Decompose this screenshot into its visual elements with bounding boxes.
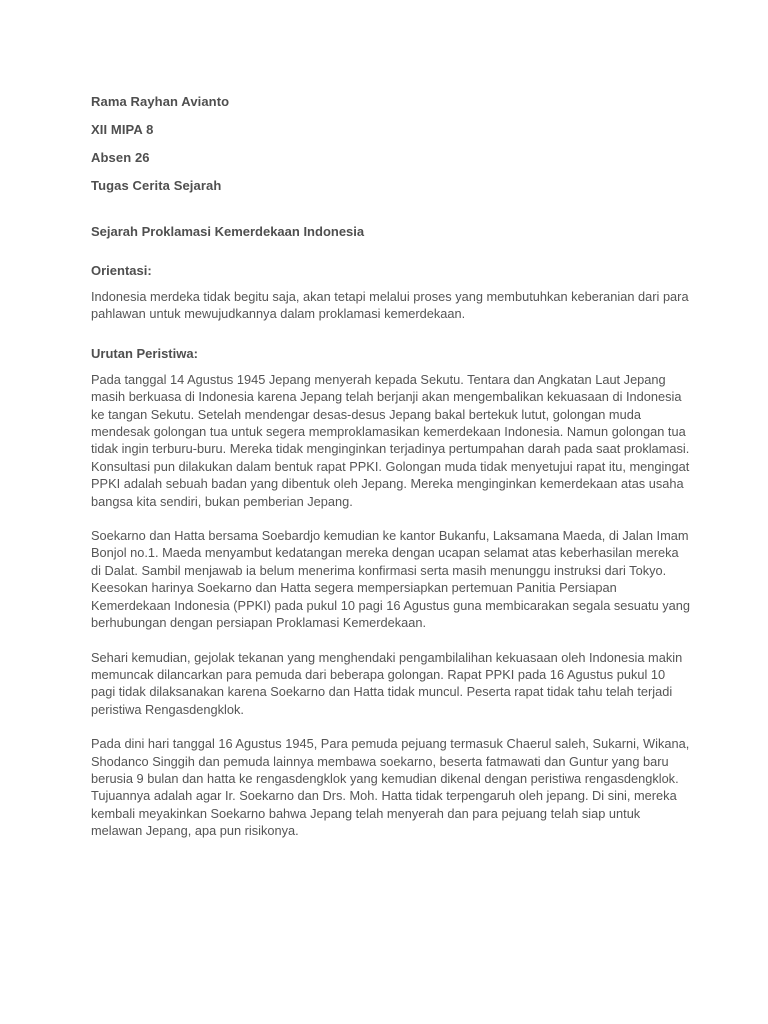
paragraph: Pada tanggal 14 Agustus 1945 Jepang menyerah kepada Sekutu. Tentara dan Angkatan Laut Jepang masih berkuasa di Indonesia karena Jepang telah berjanji akan mengembalikan kekuasaan di Indonesia ke tangan Sekutu. Setelah mendengar desas-desus Jepang bakal bertekuk lutut, golongan muda mendesak golongan tua untuk segera memproklamasikan kemerdekaan Indonesia. Namun golongan tua tidak ingin terburu-buru. Mereka tidak menginginkan terjadinya pertumpahan darah pada saat proklamasi. Konsultasi pun dilakukan dalam bentuk rapat PPKI. Golongan muda tidak menyetujui rapat itu, mengingat PPKI adalah sebuah badan yang dibentuk oleh Jepang. Mereka menginginkan kemerdekaan atas usaha bangsa kita sendiri, bukan pemberian Jepang. (91, 371, 690, 509)
paragraph: Sehari kemudian, gejolak tekanan yang menghendaki pengambilalihan kekuasaan oleh Indonesia makin memuncak dilancarkan para pemuda dari beberapa golongan. Rapat PPKI pada 16 Agustus pukul 10 pagi tidak dilaksanakan karena Soekarno dan Hatta tidak muncul. Peserta rapat tidak tahu telah terjadi peristiwa Rengasdengklok. (91, 649, 683, 717)
paragraph: Indonesia merdeka tidak begitu saja, akan tetapi melalui proses yang membutuhkan keberanian dari para pahlawan untuk mewujudkannya dalam proklamasi kemerdekaan. (91, 289, 689, 322)
section-heading: Orientasi: (91, 263, 152, 278)
author-name: Rama Rayhan Avianto (91, 94, 230, 109)
paragraph: Pada dini hari tanggal 16 Agustus 1945, Para pemuda pejuang termasuk Chaerul saleh, Sukarni, Wikana, Shodanco Singgih dan pemuda lainnya membawa soekarno, beserta fatmawati dan Guntur yang baru berusia 9 bulan dan hatta ke rengasdengklok yang kemudian dikenal dengan peristiwa rengasdengklok. Tujuannya adalah agar Ir. Soekarno dan Drs. Moh. Hatta tidak terpengaruh oleh jepang. Di sini, mereka kembali meyakinkan Soekarno bahwa Jepang telah menyerah dan para pejuang telah siap untuk melawan Jepang, apa pun risikonya. (91, 736, 690, 839)
assignment-label: Tugas Cerita Sejarah (91, 178, 222, 193)
author-absen: Absen 26 (91, 150, 150, 165)
document-title: Sejarah Proklamasi Kemerdekaan Indonesia (91, 224, 365, 239)
document-page (91, 93, 691, 857)
section-urutan-peristiwa (91, 345, 691, 840)
section-orientasi (91, 262, 691, 323)
paragraph: Soekarno dan Hatta bersama Soebardjo kemudian ke kantor Bukanfu, Laksamana Maeda, di Jalan Imam Bonjol no.1. Maeda menyambut kedatangan mereka dengan ucapan selamat atas keberhasilan mereka di Dalat. Sambil menjawab ia belum menerima konfirmasi serta masih menunggu instruksi dari Tokyo. Keesokan harinya Soekarno dan Hatta segera mempersiapkan pertemuan Panitia Persiapan Kemerdekaan Indonesia (PPKI) pada pukul 10 pagi 16 Agustus guna membicarakan segala sesuatu yang berhubungan dengan persiapan Proklamasi Kemerdekaan. (91, 528, 691, 631)
section-heading: Urutan Peristiwa: (91, 345, 198, 361)
author-class: XII MIPA 8 (91, 122, 154, 137)
